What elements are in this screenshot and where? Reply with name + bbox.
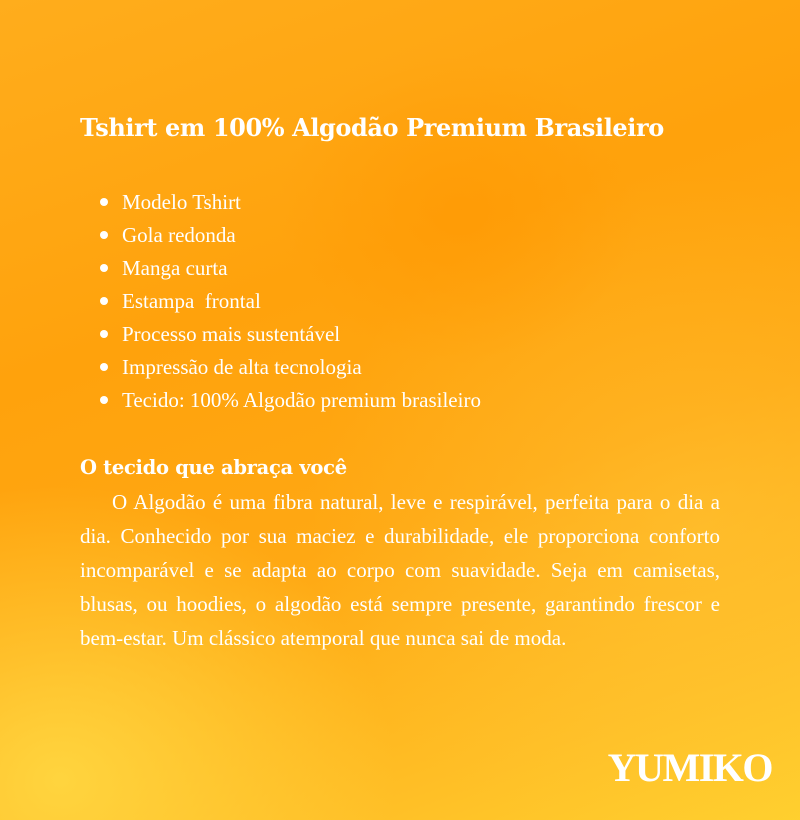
- feature-item: [98, 252, 720, 285]
- bullet-icon: [100, 363, 108, 371]
- bullet-icon: [100, 264, 108, 272]
- bullet-icon: [100, 396, 108, 404]
- feature-text: Processo mais sustentável: [122, 322, 341, 346]
- feature-text: Gola redonda: [122, 223, 236, 247]
- bullet-icon: [100, 231, 108, 239]
- feature-item: [98, 384, 720, 417]
- feature-item: [98, 285, 720, 318]
- bullet-icon: [100, 297, 108, 305]
- feature-item: [98, 318, 720, 351]
- feature-text: Impressão de alta tecnologia: [122, 355, 362, 379]
- feature-list: [80, 186, 720, 417]
- bullet-icon: [100, 198, 108, 206]
- brand-logo: YUMIKO: [607, 745, 772, 790]
- feature-item: [98, 186, 720, 219]
- feature-text: Estampa frontal: [122, 289, 261, 313]
- section-paragraph: O Algodão é uma fibra natural, leve e respirável, perfeita para o dia a dia. Conhecido por sua maciez e durabilidade, ele proporciona conforto incomparável e se adapta ao corpo com suavidade. Seja em camisetas, blusas, ou hoodies, o algodão está sempre presente, garantindo frescor e bem-estar. Um clássico atemporal que nunca sai de moda.: [80, 490, 720, 650]
- bullet-icon: [100, 330, 108, 338]
- product-title: Tshirt em 100% Algodão Premium Brasileiro: [80, 113, 664, 142]
- feature-text: Modelo Tshirt: [122, 190, 241, 214]
- feature-text: Manga curta: [122, 256, 228, 280]
- feature-text: Tecido: 100% Algodão premium brasileiro: [122, 388, 481, 412]
- product-description: [80, 108, 720, 655]
- section-title: O tecido que abraça você: [80, 456, 347, 479]
- feature-item: [98, 351, 720, 384]
- feature-item: [98, 219, 720, 252]
